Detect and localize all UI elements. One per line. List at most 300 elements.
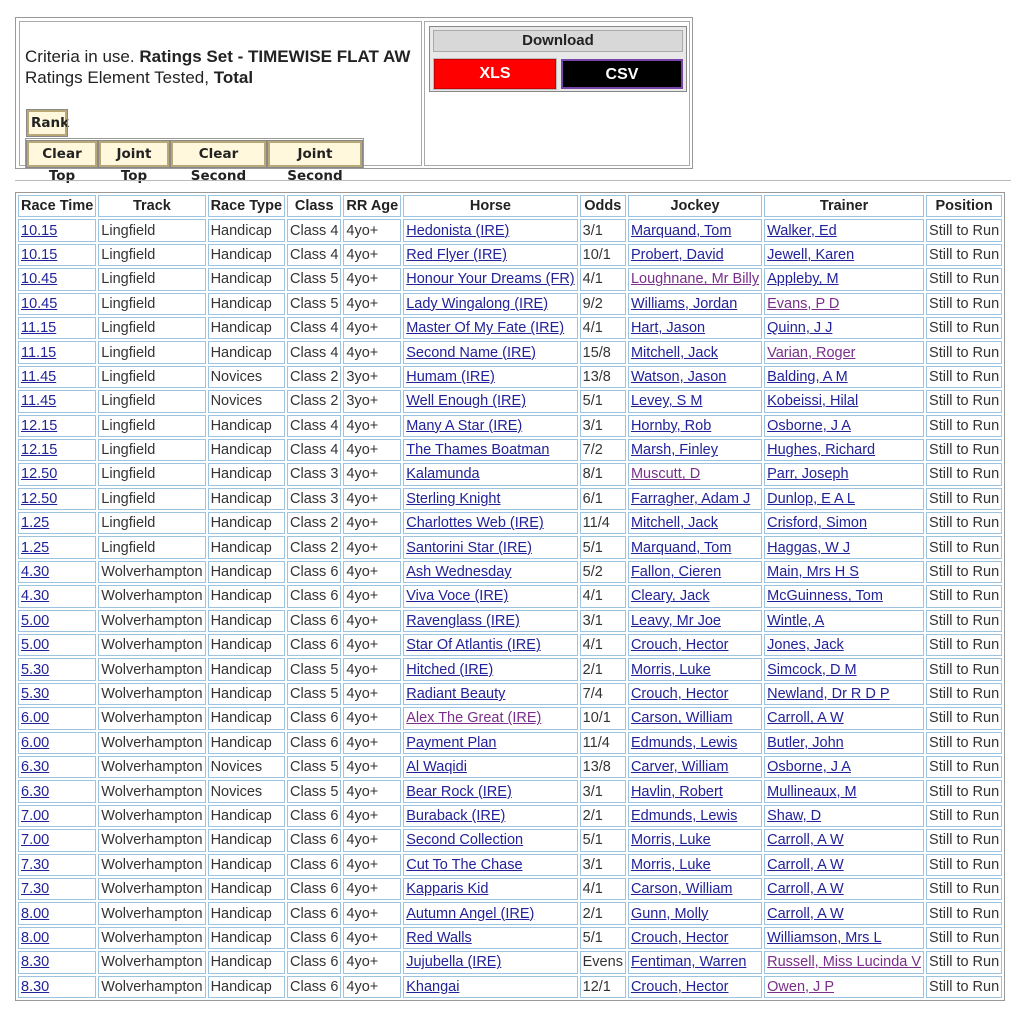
jockey-link[interactable]: Watson, Jason (630, 368, 727, 385)
table-cell-odds: 3/1 (580, 780, 626, 802)
race-time-link[interactable]: 8.00 (21, 905, 50, 922)
joint-top-button[interactable]: Joint Top (99, 141, 169, 167)
trainer-link[interactable]: Williamson, Mrs L (767, 929, 882, 946)
table-cell-age: 4yo+ (343, 512, 401, 534)
trainer-link[interactable]: Osborne, J A (767, 417, 851, 434)
jockey-link[interactable]: Crouch, Hector (630, 686, 729, 702)
table-cell-trainer (764, 390, 924, 412)
table-cell-jockey (628, 902, 762, 924)
jockey-link[interactable]: Gunn, Molly (630, 905, 709, 922)
jockey-link[interactable]: Hart, Jason (630, 320, 706, 337)
trainer-link[interactable]: Shaw, D (767, 807, 822, 824)
table-cell-age: 4yo+ (343, 683, 401, 705)
table-row (18, 293, 1002, 315)
trainer-link[interactable]: Main, Mrs H S (767, 564, 859, 581)
table-row (18, 390, 1002, 412)
horse-link[interactable]: Santorini Star (IRE) (406, 539, 532, 556)
table-cell-type: Novices (208, 756, 285, 778)
table-cell-position: Still to Run (926, 366, 1002, 388)
column-header-position: Position (926, 195, 1002, 217)
jockey-link[interactable]: Marquand, Tom (630, 539, 732, 556)
table-cell-type: Handicap (208, 707, 285, 729)
table-cell-odds: 4/1 (580, 317, 626, 339)
table-cell-age: 4yo+ (343, 902, 401, 924)
table-cell-position: Still to Run (926, 585, 1002, 607)
table-cell-class: Class 6 (287, 707, 341, 729)
table-cell-type: Handicap (208, 244, 285, 266)
race-time-link[interactable]: 7.00 (21, 832, 50, 849)
table-cell-jockey (628, 732, 762, 754)
table-cell-track: Wolverhampton (98, 756, 205, 778)
trainer-link[interactable]: Quinn, J J (767, 320, 833, 337)
table-row (18, 585, 1002, 607)
race-time-link[interactable]: 12.50 (21, 490, 58, 507)
jockey-link[interactable]: Leavy, Mr Joe (630, 612, 721, 629)
table-cell-horse (403, 683, 577, 705)
table-row (18, 439, 1002, 461)
table-row (18, 317, 1002, 339)
column-header-race-type: Race Type (208, 195, 285, 217)
race-time-link[interactable]: 8.30 (21, 954, 50, 971)
table-cell-track: Wolverhampton (98, 610, 205, 632)
trainer-link[interactable]: Wintle, A (767, 612, 825, 629)
table-cell-age: 4yo+ (343, 732, 401, 754)
race-time-link[interactable]: 12.50 (21, 466, 58, 483)
clear-top-button[interactable]: Clear Top (27, 141, 97, 167)
table-cell-time (18, 683, 96, 705)
table-cell-horse (403, 268, 577, 290)
jockey-link[interactable]: Morris, Luke (630, 832, 711, 849)
table-cell-time (18, 293, 96, 315)
horse-link[interactable]: Second Name (IRE) (406, 344, 536, 361)
table-cell-trainer (764, 658, 924, 680)
table-cell-odds: 9/2 (580, 293, 626, 315)
table-cell-type: Handicap (208, 536, 285, 558)
table-row (18, 927, 1002, 949)
table-cell-jockey (628, 536, 762, 558)
table-cell-horse (403, 658, 577, 680)
table-cell-class: Class 2 (287, 366, 341, 388)
race-time-link[interactable]: 4.30 (21, 564, 50, 581)
table-cell-odds: 4/1 (580, 268, 626, 290)
trainer-link[interactable]: Newland, Dr R D P (767, 686, 890, 702)
table-cell-time (18, 268, 96, 290)
race-time-link[interactable]: 11.15 (21, 344, 57, 361)
race-time-link[interactable]: 10.45 (21, 295, 58, 312)
table-cell-class: Class 2 (287, 536, 341, 558)
table-cell-class: Class 4 (287, 415, 341, 437)
trainer-link[interactable]: Butler, John (767, 734, 844, 751)
table-cell-track: Wolverhampton (98, 854, 205, 876)
table-cell-track: Wolverhampton (98, 902, 205, 924)
table-cell-type: Handicap (208, 683, 285, 705)
table-cell-horse (403, 780, 577, 802)
race-time-link[interactable]: 4.30 (21, 588, 50, 605)
trainer-link[interactable]: Balding, A M (767, 368, 848, 385)
table-cell-type: Handicap (208, 585, 285, 607)
table-cell-track: Wolverhampton (98, 683, 205, 705)
table-cell-time (18, 829, 96, 851)
table-cell-position: Still to Run (926, 341, 1002, 363)
race-time-link[interactable]: 5.00 (21, 612, 50, 629)
table-cell-trainer (764, 756, 924, 778)
horse-link[interactable]: Cut To The Chase (406, 856, 523, 873)
race-time-link[interactable]: 1.25 (21, 515, 50, 532)
race-time-link[interactable]: 6.30 (21, 783, 50, 800)
jockey-link[interactable]: Mitchell, Jack (630, 515, 718, 532)
trainer-link[interactable]: Mullineaux, M (767, 783, 857, 800)
jockey-link[interactable]: Morris, Luke (630, 856, 711, 873)
table-cell-class: Class 6 (287, 976, 341, 998)
horse-link[interactable]: Charlottes Web (IRE) (406, 515, 544, 532)
horse-link[interactable]: Bear Rock (IRE) (406, 783, 512, 800)
horse-link[interactable]: Khangai (406, 978, 460, 995)
table-cell-track: Wolverhampton (98, 634, 205, 656)
jockey-link[interactable]: Williams, Jordan (630, 295, 738, 312)
table-cell-track: Wolverhampton (98, 878, 205, 900)
horse-link[interactable]: Ash Wednesday (406, 564, 512, 581)
table-cell-position: Still to Run (926, 244, 1002, 266)
table-cell-age: 4yo+ (343, 415, 401, 437)
jockey-link[interactable]: Crouch, Hector (630, 929, 729, 946)
race-time-link[interactable]: 7.30 (21, 856, 50, 873)
table-cell-age: 4yo+ (343, 561, 401, 583)
table-cell-age: 4yo+ (343, 756, 401, 778)
horse-link[interactable]: Kalamunda (406, 466, 480, 483)
table-cell-time (18, 805, 96, 827)
table-cell-horse (403, 829, 577, 851)
table-cell-odds: 5/1 (580, 927, 626, 949)
trainer-link[interactable]: Crisford, Simon (767, 515, 868, 532)
table-row (18, 854, 1002, 876)
jockey-link[interactable]: Muscutt, D (630, 466, 701, 483)
table-cell-class: Class 2 (287, 512, 341, 534)
table-cell-jockey (628, 780, 762, 802)
race-time-link[interactable]: 11.15 (21, 320, 57, 337)
table-cell-position: Still to Run (926, 805, 1002, 827)
race-time-link[interactable]: 8.00 (21, 929, 50, 946)
race-time-link[interactable]: 7.00 (21, 807, 50, 824)
table-cell-odds: 7/4 (580, 683, 626, 705)
horse-link[interactable]: Hitched (IRE) (406, 661, 494, 678)
table-cell-odds: 11/4 (580, 732, 626, 754)
csv-download-button[interactable]: CSV (561, 59, 683, 89)
results-table (15, 192, 1005, 1001)
race-time-link[interactable]: 1.25 (21, 539, 50, 556)
horse-link[interactable]: Many A Star (IRE) (406, 417, 523, 434)
table-cell-horse (403, 341, 577, 363)
table-cell-class: Class 5 (287, 780, 341, 802)
table-cell-class: Class 6 (287, 878, 341, 900)
table-cell-time (18, 902, 96, 924)
table-cell-odds: 5/1 (580, 536, 626, 558)
jockey-link[interactable]: Crouch, Hector (630, 978, 729, 995)
trainer-link[interactable]: Hughes, Richard (767, 442, 876, 459)
table-cell-trainer (764, 780, 924, 802)
table-cell-time (18, 951, 96, 973)
table-cell-type: Novices (208, 366, 285, 388)
race-time-link[interactable]: 10.15 (21, 222, 58, 239)
table-cell-odds: 13/8 (580, 756, 626, 778)
jockey-link[interactable]: Levey, S M (630, 393, 703, 410)
table-cell-track: Lingfield (98, 293, 205, 315)
xls-download-button[interactable]: XLS (434, 59, 556, 89)
trainer-link[interactable]: Carroll, A W (767, 881, 844, 898)
table-cell-time (18, 707, 96, 729)
column-header-horse: Horse (403, 195, 577, 217)
table-cell-class: Class 6 (287, 585, 341, 607)
table-cell-age: 4yo+ (343, 634, 401, 656)
race-time-link[interactable]: 5.00 (21, 637, 50, 654)
horse-link[interactable]: Lady Wingalong (IRE) (406, 295, 549, 312)
horse-link[interactable]: Master Of My Fate (IRE) (406, 320, 565, 337)
table-cell-trainer (764, 341, 924, 363)
race-time-link[interactable]: 12.15 (21, 417, 58, 434)
table-cell-type: Handicap (208, 829, 285, 851)
race-time-link[interactable]: 12.15 (21, 442, 58, 459)
table-cell-type: Handicap (208, 463, 285, 485)
table-body (18, 219, 1002, 998)
table-row (18, 268, 1002, 290)
table-cell-type: Handicap (208, 219, 285, 241)
column-header-race-time: Race Time (18, 195, 96, 217)
table-cell-class: Class 5 (287, 683, 341, 705)
race-time-link[interactable]: 10.45 (21, 271, 58, 288)
race-time-link[interactable]: 6.00 (21, 710, 50, 727)
trainer-link[interactable]: Osborne, J A (767, 759, 851, 776)
race-time-link[interactable]: 7.30 (21, 881, 50, 898)
table-cell-track: Lingfield (98, 439, 205, 461)
table-cell-class: Class 6 (287, 902, 341, 924)
table-cell-odds: 3/1 (580, 415, 626, 437)
table-cell-position: Still to Run (926, 293, 1002, 315)
trainer-link[interactable]: Carroll, A W (767, 710, 844, 727)
table-row (18, 683, 1002, 705)
table-cell-jockey (628, 829, 762, 851)
joint-second-button[interactable]: Joint Second (268, 141, 362, 167)
race-time-link[interactable]: 6.00 (21, 734, 50, 751)
jockey-link[interactable]: Hornby, Rob (630, 417, 712, 434)
table-cell-odds: 3/1 (580, 219, 626, 241)
trainer-link[interactable]: Dunlop, E A L (767, 490, 855, 507)
table-cell-position: Still to Run (926, 976, 1002, 998)
table-cell-time (18, 658, 96, 680)
clear-second-button[interactable]: Clear Second (171, 141, 266, 167)
table-row (18, 561, 1002, 583)
table-cell-trainer (764, 732, 924, 754)
table-cell-trainer (764, 293, 924, 315)
trainer-link[interactable]: Russell, Miss Lucinda V (767, 954, 922, 971)
table-cell-class: Class 3 (287, 463, 341, 485)
table-row (18, 219, 1002, 241)
horse-link[interactable]: Kapparis Kid (406, 881, 489, 898)
jockey-link[interactable]: Fentiman, Warren (630, 954, 747, 971)
trainer-link[interactable]: Parr, Joseph (767, 466, 849, 483)
table-cell-position: Still to Run (926, 829, 1002, 851)
jockey-link[interactable]: Edmunds, Lewis (630, 734, 738, 751)
trainer-link[interactable]: Kobeissi, Hilal (767, 393, 859, 410)
table-cell-jockey (628, 244, 762, 266)
table-cell-horse (403, 390, 577, 412)
table-row (18, 780, 1002, 802)
table-cell-type: Handicap (208, 902, 285, 924)
table-cell-age: 4yo+ (343, 805, 401, 827)
table-cell-track: Lingfield (98, 463, 205, 485)
table-cell-trainer (764, 878, 924, 900)
table-cell-horse (403, 707, 577, 729)
horse-link[interactable]: Red Walls (406, 929, 472, 946)
race-time-link[interactable]: 5.30 (21, 686, 50, 702)
horse-link[interactable]: Autumn Angel (IRE) (406, 905, 535, 922)
trainer-link[interactable]: Varian, Roger (767, 344, 856, 361)
table-cell-position: Still to Run (926, 439, 1002, 461)
table-cell-trainer (764, 366, 924, 388)
table-cell-odds: 2/1 (580, 902, 626, 924)
table-cell-odds: 11/4 (580, 512, 626, 534)
horse-link[interactable]: Al Waqidi (406, 759, 467, 776)
jockey-link[interactable]: Mitchell, Jack (630, 344, 718, 361)
table-cell-age: 4yo+ (343, 976, 401, 998)
jockey-link[interactable]: Probert, David (630, 246, 724, 263)
race-time-link[interactable]: 8.30 (21, 978, 50, 995)
table-cell-horse (403, 366, 577, 388)
criteria-cell (19, 21, 422, 184)
horse-link[interactable]: Payment Plan (406, 734, 497, 751)
table-cell-track: Wolverhampton (98, 976, 205, 998)
jockey-link[interactable]: Havlin, Robert (630, 783, 723, 800)
table-cell-track: Lingfield (98, 512, 205, 534)
jockey-link[interactable]: Farragher, Adam J (630, 490, 751, 507)
jockey-link[interactable]: Crouch, Hector (630, 637, 729, 654)
table-cell-trainer (764, 610, 924, 632)
table-cell-class: Class 4 (287, 244, 341, 266)
race-time-link[interactable]: 10.15 (21, 246, 58, 263)
trainer-link[interactable]: McGuinness, Tom (767, 588, 883, 605)
rank-button[interactable]: Rank (27, 110, 67, 136)
table-cell-track: Lingfield (98, 317, 205, 339)
table-cell-age: 4yo+ (343, 707, 401, 729)
table-cell-odds: 13/8 (580, 366, 626, 388)
table-cell-age: 4yo+ (343, 878, 401, 900)
table-cell-position: Still to Run (926, 927, 1002, 949)
table-row (18, 658, 1002, 680)
table-cell-type: Handicap (208, 415, 285, 437)
table-cell-jockey (628, 707, 762, 729)
jockey-link[interactable]: Marsh, Finley (630, 442, 718, 459)
table-cell-horse (403, 536, 577, 558)
table-row (18, 756, 1002, 778)
table-cell-odds: 2/1 (580, 805, 626, 827)
table-cell-position: Still to Run (926, 390, 1002, 412)
horse-link[interactable]: Radiant Beauty (406, 686, 506, 702)
jockey-link[interactable]: Cleary, Jack (630, 588, 710, 605)
horse-link[interactable]: Ravenglass (IRE) (406, 612, 520, 629)
horse-link[interactable]: Second Collection (406, 832, 524, 849)
race-time-link[interactable]: 5.30 (21, 661, 50, 678)
trainer-link[interactable]: Evans, P D (767, 295, 840, 312)
table-cell-jockey (628, 878, 762, 900)
horse-link[interactable]: Star Of Atlantis (IRE) (406, 637, 541, 654)
table-cell-time (18, 341, 96, 363)
table-cell-position: Still to Run (926, 219, 1002, 241)
table-cell-trainer (764, 829, 924, 851)
race-time-link[interactable]: 6.30 (21, 759, 50, 776)
table-cell-position: Still to Run (926, 268, 1002, 290)
race-time-link[interactable]: 11.45 (21, 393, 57, 410)
table-cell-horse (403, 293, 577, 315)
table-cell-class: Class 4 (287, 439, 341, 461)
trainer-link[interactable]: Jewell, Karen (767, 246, 855, 263)
table-cell-trainer (764, 976, 924, 998)
table-cell-position: Still to Run (926, 902, 1002, 924)
horse-link[interactable]: Hedonista (IRE) (406, 222, 510, 239)
table-cell-odds: 2/1 (580, 658, 626, 680)
table-cell-type: Handicap (208, 634, 285, 656)
trainer-link[interactable]: Carroll, A W (767, 905, 844, 922)
table-cell-time (18, 488, 96, 510)
table-cell-jockey (628, 756, 762, 778)
table-cell-trainer (764, 707, 924, 729)
table-cell-trainer (764, 951, 924, 973)
trainer-link[interactable]: Owen, J P (767, 978, 835, 995)
jockey-link[interactable]: Carver, William (630, 759, 729, 776)
trainer-link[interactable]: Carroll, A W (767, 856, 844, 873)
table-cell-age: 4yo+ (343, 927, 401, 949)
table-cell-age: 3yo+ (343, 390, 401, 412)
table-cell-jockey (628, 561, 762, 583)
table-cell-jockey (628, 219, 762, 241)
table-cell-jockey (628, 854, 762, 876)
table-cell-age: 4yo+ (343, 293, 401, 315)
table-cell-horse (403, 854, 577, 876)
table-cell-track: Lingfield (98, 366, 205, 388)
table-cell-time (18, 415, 96, 437)
table-cell-horse (403, 463, 577, 485)
horse-link[interactable]: Honour Your Dreams (FR) (406, 271, 575, 288)
jockey-link[interactable]: Carson, William (630, 881, 733, 898)
horse-link[interactable]: Sterling Knight (406, 490, 501, 507)
horse-link[interactable]: Buraback (IRE) (406, 807, 506, 824)
trainer-link[interactable]: Appleby, M (767, 271, 839, 288)
horse-link[interactable]: Humam (IRE) (406, 368, 495, 385)
trainer-link[interactable]: Simcock, D M (767, 661, 857, 678)
jockey-link[interactable]: Edmunds, Lewis (630, 807, 738, 824)
table-cell-jockey (628, 658, 762, 680)
jockey-link[interactable]: Fallon, Cieren (630, 564, 722, 581)
trainer-link[interactable]: Walker, Ed (767, 222, 837, 239)
jockey-link[interactable]: Morris, Luke (630, 661, 711, 678)
horse-link[interactable]: Well Enough (IRE) (406, 393, 527, 410)
table-row (18, 976, 1002, 998)
race-time-link[interactable]: 11.45 (21, 368, 57, 385)
jockey-link[interactable]: Loughnane, Mr Billy (630, 271, 760, 288)
jockey-link[interactable]: Carson, William (630, 710, 733, 727)
horse-link[interactable]: Alex The Great (IRE) (406, 710, 542, 727)
horse-link[interactable]: Viva Voce (IRE) (406, 588, 509, 605)
horse-link[interactable]: Red Flyer (IRE) (406, 246, 507, 263)
table-cell-type: Handicap (208, 805, 285, 827)
horse-link[interactable]: The Thames Boatman (406, 442, 550, 459)
trainer-link[interactable]: Jones, Jack (767, 637, 844, 654)
horse-link[interactable]: Jujubella (IRE) (406, 954, 502, 971)
trainer-link[interactable]: Carroll, A W (767, 832, 844, 849)
table-cell-class: Class 4 (287, 341, 341, 363)
table-cell-age: 4yo+ (343, 951, 401, 973)
trainer-link[interactable]: Haggas, W J (767, 539, 851, 556)
table-cell-position: Still to Run (926, 707, 1002, 729)
table-cell-horse (403, 244, 577, 266)
jockey-link[interactable]: Marquand, Tom (630, 222, 732, 239)
